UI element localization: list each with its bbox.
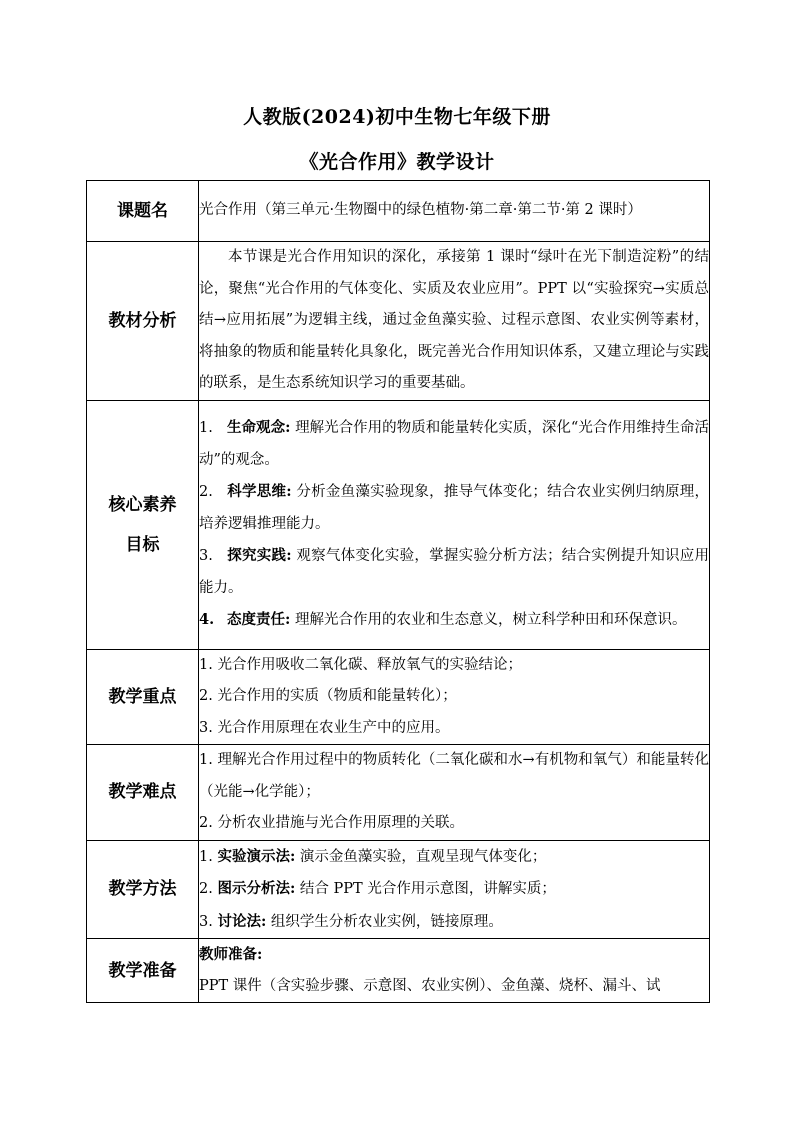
literacy-item-title: 生命观念: — [227, 419, 291, 437]
key-point-item: 3. 光合作用原理在农业生产中的应用。 — [199, 719, 450, 736]
literacy-cell — [199, 400, 710, 649]
row-label-topic: 课题名 — [87, 181, 199, 242]
methods-cell — [199, 840, 710, 939]
method-item-text: 演示金鱼藻实验，直观呈现气体变化； — [295, 848, 547, 865]
literacy-item-text: 理解光合作用的物质和能量转化实质，深化“光合作用维持生命活动”的观念。 — [199, 420, 709, 468]
method-item-title: 讨论法: — [217, 912, 267, 930]
literacy-item-title: 态度责任: — [227, 611, 291, 629]
literacy-item — [199, 604, 709, 637]
preparation-heading: 教师准备: — [199, 946, 263, 963]
difficulty-item: 1. 理解光合作用过程中的物质转化（二氧化碳和水→有机物和氧气）和能量转化（光能→化学能）； — [199, 752, 709, 800]
literacy-item — [199, 476, 709, 540]
literacy-item-text: 观察气体变化实验，掌握实验分析方法；结合实例提升知识应用能力。 — [199, 548, 709, 596]
row-label-literacy-line2: 目标 — [125, 534, 160, 555]
key-point-item: 1. 光合作用吸收二氧化碳、释放氧气的实验结论； — [199, 656, 522, 673]
literacy-item-title: 探究实践: — [227, 547, 292, 565]
row-label-literacy — [87, 400, 199, 649]
literacy-item — [199, 540, 709, 604]
row-label-preparation: 教学准备 — [87, 939, 199, 1003]
literacy-item-text: 理解光合作用的农业和生态意义，树立科学种田和环保意识。 — [290, 612, 687, 629]
literacy-item-title: 科学思维: — [227, 483, 292, 501]
literacy-item-num: 4. — [199, 611, 215, 629]
table-row-preparation — [87, 939, 710, 1003]
method-item-num: 2. — [199, 881, 213, 897]
preparation-text: PPT 课件（含实验步骤、示意图、农业实例）、金鱼藻、烧杯、漏斗、试 — [199, 977, 661, 994]
literacy-item — [199, 412, 709, 476]
document-title: 人教版(2024)初中生物七年级下册 — [243, 106, 551, 128]
method-item — [199, 906, 709, 939]
table-row-literacy — [87, 400, 710, 649]
lesson-plan-table — [86, 180, 710, 1003]
method-item-num: 3. — [199, 913, 213, 930]
literacy-item-num: 1. — [199, 420, 213, 437]
key-point-item: 2. 光合作用的实质（物质和能量转化）； — [199, 688, 457, 704]
table-row-topic — [87, 181, 710, 242]
preparation-cell — [199, 939, 710, 1003]
method-item-text: 结合 PPT 光合作用示意图，讲解实质； — [295, 881, 556, 897]
table-row-difficulties — [87, 745, 710, 841]
table-row-methods — [87, 840, 710, 939]
topic-text: 光合作用（第三单元·生物圈中的绿色植物·第二章·第二节·第 2 课时） — [199, 181, 710, 242]
analysis-text: 本节课是光合作用知识的深化，承接第 1 课时“绿叶在光下制造淀粉”的结论，聚焦“光合作用的气体变化、实质及农业应用”。PPT 以“实验探究→实质总结→应用拓展”为逻辑主线，通过金鱼藻实验、过程示意图、农业实例等素材，将抽象的物质和能量转化具象化，既完善光合作用知识体系，又建立理论与实践的联系，是生态系统知识学习的重要基础。 — [199, 249, 709, 391]
method-item-num: 1. — [199, 848, 213, 865]
difficulties-cell — [199, 745, 710, 841]
literacy-item-text: 分析金鱼藻实验现象，推导气体变化；结合农业实例归纳原理，培养逻辑推理能力。 — [199, 484, 709, 532]
row-label-literacy-line1: 核心素养 — [108, 494, 177, 515]
row-label-difficulties: 教学难点 — [87, 745, 199, 841]
method-item — [199, 841, 709, 874]
literacy-item-num: 3. — [199, 548, 213, 565]
analysis-cell — [199, 242, 710, 401]
method-item — [199, 873, 709, 906]
row-label-methods: 教学方法 — [87, 840, 199, 939]
difficulty-item: 2. 分析农业措施与光合作用原理的关联。 — [199, 815, 464, 831]
row-label-analysis: 教材分析 — [87, 242, 199, 401]
method-item-title: 实验演示法: — [217, 847, 296, 865]
literacy-item-num: 2. — [199, 484, 213, 501]
key-points-cell — [199, 649, 710, 745]
method-item-text: 组织学生分析农业实例，链接原理。 — [266, 913, 503, 930]
method-item-title: 图示分析法: — [217, 880, 296, 897]
document-subtitle: 《光合作用》教学设计 — [299, 151, 495, 173]
table-row-analysis — [87, 242, 710, 401]
row-label-key-points: 教学重点 — [87, 649, 199, 745]
table-row-key-points — [87, 649, 710, 745]
